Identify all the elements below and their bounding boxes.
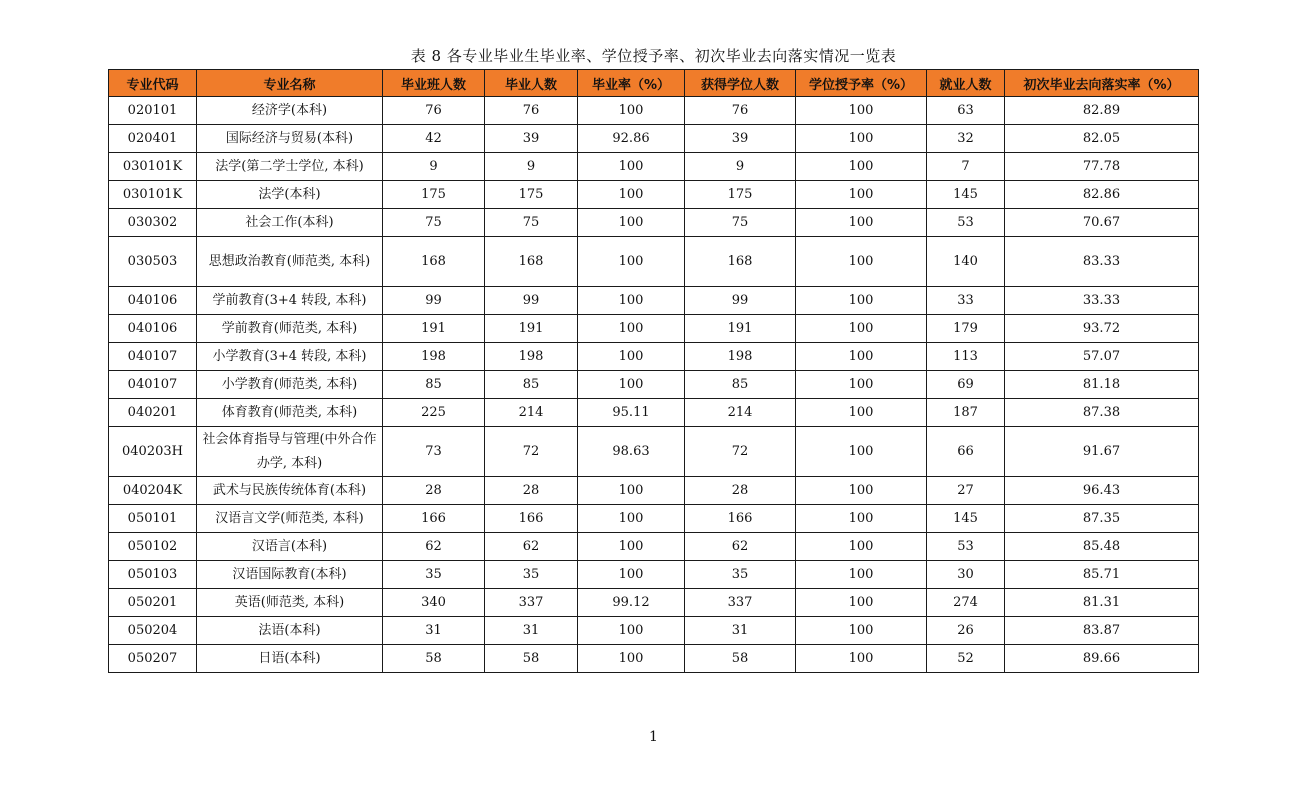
cell-class-size: 191 — [383, 315, 485, 343]
cell-degrees-awarded: 166 — [685, 505, 796, 533]
cell-placement-rate: 77.78 — [1005, 153, 1199, 181]
cell-class-size: 58 — [383, 645, 485, 673]
cell-employed: 26 — [927, 617, 1005, 645]
cell-major-name: 思想政治教育(师范类, 本科) — [197, 237, 383, 287]
cell-class-size: 42 — [383, 125, 485, 153]
cell-class-size: 76 — [383, 97, 485, 125]
cell-major-name: 学前教育(师范类, 本科) — [197, 315, 383, 343]
cell-graduation-rate: 100 — [578, 287, 685, 315]
cell-major-code: 040203H — [109, 427, 197, 477]
cell-graduation-rate: 100 — [578, 561, 685, 589]
cell-graduates: 85 — [485, 371, 578, 399]
cell-degrees-awarded: 214 — [685, 399, 796, 427]
cell-major-code: 050102 — [109, 533, 197, 561]
cell-degree-rate: 100 — [796, 371, 927, 399]
header-major-name: 专业名称 — [197, 70, 383, 97]
cell-employed: 30 — [927, 561, 1005, 589]
header-graduates: 毕业人数 — [485, 70, 578, 97]
cell-graduates: 99 — [485, 287, 578, 315]
cell-major-name: 社会体育指导与管理(中外合作办学, 本科) — [197, 427, 383, 477]
cell-graduates: 72 — [485, 427, 578, 477]
table-row — [109, 505, 1199, 533]
cell-class-size: 62 — [383, 533, 485, 561]
cell-employed: 179 — [927, 315, 1005, 343]
cell-placement-rate: 93.72 — [1005, 315, 1199, 343]
table-row — [109, 561, 1199, 589]
cell-degrees-awarded: 28 — [685, 477, 796, 505]
cell-employed: 69 — [927, 371, 1005, 399]
cell-class-size: 168 — [383, 237, 485, 287]
header-degree-rate: 学位授予率（%） — [796, 70, 927, 97]
cell-employed: 27 — [927, 477, 1005, 505]
cell-major-name: 小学教育(3+4 转段, 本科) — [197, 343, 383, 371]
cell-degree-rate: 100 — [796, 617, 927, 645]
cell-employed: 274 — [927, 589, 1005, 617]
table-row — [109, 315, 1199, 343]
cell-major-code: 030503 — [109, 237, 197, 287]
cell-major-code: 030101K — [109, 153, 197, 181]
cell-major-code: 040107 — [109, 343, 197, 371]
cell-major-code: 050207 — [109, 645, 197, 673]
cell-graduates: 76 — [485, 97, 578, 125]
cell-graduation-rate: 100 — [578, 237, 685, 287]
cell-graduation-rate: 100 — [578, 645, 685, 673]
cell-graduates: 337 — [485, 589, 578, 617]
cell-graduation-rate: 95.11 — [578, 399, 685, 427]
cell-degrees-awarded: 39 — [685, 125, 796, 153]
cell-major-name: 小学教育(师范类, 本科) — [197, 371, 383, 399]
cell-degree-rate: 100 — [796, 209, 927, 237]
cell-degree-rate: 100 — [796, 427, 927, 477]
cell-major-name: 法学(本科) — [197, 181, 383, 209]
cell-placement-rate: 82.05 — [1005, 125, 1199, 153]
cell-degree-rate: 100 — [796, 153, 927, 181]
cell-placement-rate: 57.07 — [1005, 343, 1199, 371]
cell-employed: 145 — [927, 505, 1005, 533]
table-body — [109, 97, 1199, 673]
cell-degrees-awarded: 99 — [685, 287, 796, 315]
cell-graduation-rate: 100 — [578, 533, 685, 561]
cell-major-name: 国际经济与贸易(本科) — [197, 125, 383, 153]
table-row — [109, 371, 1199, 399]
cell-degrees-awarded: 175 — [685, 181, 796, 209]
table-row — [109, 125, 1199, 153]
cell-placement-rate: 82.86 — [1005, 181, 1199, 209]
cell-graduates: 62 — [485, 533, 578, 561]
cell-degrees-awarded: 35 — [685, 561, 796, 589]
cell-employed: 113 — [927, 343, 1005, 371]
header-major-code: 专业代码 — [109, 70, 197, 97]
cell-degree-rate: 100 — [796, 315, 927, 343]
cell-placement-rate: 81.18 — [1005, 371, 1199, 399]
cell-class-size: 175 — [383, 181, 485, 209]
cell-placement-rate: 33.33 — [1005, 287, 1199, 315]
cell-degree-rate: 100 — [796, 343, 927, 371]
cell-major-name: 汉语国际教育(本科) — [197, 561, 383, 589]
cell-class-size: 73 — [383, 427, 485, 477]
cell-graduates: 9 — [485, 153, 578, 181]
cell-graduates: 58 — [485, 645, 578, 673]
cell-graduates: 39 — [485, 125, 578, 153]
table-row — [109, 209, 1199, 237]
cell-major-name: 经济学(本科) — [197, 97, 383, 125]
cell-employed: 7 — [927, 153, 1005, 181]
table-row — [109, 343, 1199, 371]
cell-degrees-awarded: 85 — [685, 371, 796, 399]
cell-graduation-rate: 100 — [578, 617, 685, 645]
cell-graduates: 168 — [485, 237, 578, 287]
cell-placement-rate: 87.38 — [1005, 399, 1199, 427]
cell-placement-rate: 96.43 — [1005, 477, 1199, 505]
cell-degrees-awarded: 31 — [685, 617, 796, 645]
cell-major-code: 030302 — [109, 209, 197, 237]
cell-major-name: 体育教育(师范类, 本科) — [197, 399, 383, 427]
table-header-row — [109, 70, 1199, 97]
cell-major-code: 020401 — [109, 125, 197, 153]
cell-major-name: 汉语言(本科) — [197, 533, 383, 561]
cell-degrees-awarded: 168 — [685, 237, 796, 287]
header-degrees-awarded: 获得学位人数 — [685, 70, 796, 97]
table-row — [109, 427, 1199, 477]
cell-major-name: 汉语言文学(师范类, 本科) — [197, 505, 383, 533]
cell-graduation-rate: 99.12 — [578, 589, 685, 617]
cell-graduates: 28 — [485, 477, 578, 505]
cell-class-size: 340 — [383, 589, 485, 617]
cell-graduates: 214 — [485, 399, 578, 427]
cell-major-code: 050101 — [109, 505, 197, 533]
cell-degree-rate: 100 — [796, 287, 927, 315]
graduation-statistics-table — [108, 69, 1199, 673]
cell-class-size: 9 — [383, 153, 485, 181]
cell-major-code: 020101 — [109, 97, 197, 125]
cell-graduates: 75 — [485, 209, 578, 237]
cell-degree-rate: 100 — [796, 399, 927, 427]
cell-degree-rate: 100 — [796, 181, 927, 209]
cell-degree-rate: 100 — [796, 505, 927, 533]
cell-graduation-rate: 100 — [578, 505, 685, 533]
cell-placement-rate: 83.33 — [1005, 237, 1199, 287]
table-row — [109, 477, 1199, 505]
cell-graduation-rate: 100 — [578, 343, 685, 371]
table-row — [109, 617, 1199, 645]
cell-placement-rate: 85.71 — [1005, 561, 1199, 589]
cell-major-name: 法学(第二学士学位, 本科) — [197, 153, 383, 181]
table-caption: 表 8 各专业毕业生毕业率、学位授予率、初次毕业去向落实情况一览表 — [410, 47, 897, 65]
table-row — [109, 287, 1199, 315]
header-class-size: 毕业班人数 — [383, 70, 485, 97]
cell-major-code: 040107 — [109, 371, 197, 399]
cell-graduation-rate: 100 — [578, 181, 685, 209]
cell-major-code: 040204K — [109, 477, 197, 505]
cell-major-name: 学前教育(3+4 转段, 本科) — [197, 287, 383, 315]
cell-major-name: 日语(本科) — [197, 645, 383, 673]
cell-degrees-awarded: 75 — [685, 209, 796, 237]
cell-placement-rate: 87.35 — [1005, 505, 1199, 533]
page-number: 1 — [649, 729, 658, 745]
cell-degree-rate: 100 — [796, 477, 927, 505]
cell-employed: 63 — [927, 97, 1005, 125]
cell-major-name: 社会工作(本科) — [197, 209, 383, 237]
cell-class-size: 75 — [383, 209, 485, 237]
cell-placement-rate: 91.67 — [1005, 427, 1199, 477]
cell-major-code: 030101K — [109, 181, 197, 209]
cell-major-name: 武术与民族传统体育(本科) — [197, 477, 383, 505]
cell-graduates: 35 — [485, 561, 578, 589]
cell-placement-rate: 82.89 — [1005, 97, 1199, 125]
cell-class-size: 99 — [383, 287, 485, 315]
cell-degrees-awarded: 72 — [685, 427, 796, 477]
cell-major-name: 英语(师范类, 本科) — [197, 589, 383, 617]
header-placement-rate: 初次毕业去向落实率（%） — [1005, 70, 1199, 97]
cell-graduates: 175 — [485, 181, 578, 209]
cell-graduation-rate: 100 — [578, 477, 685, 505]
cell-degree-rate: 100 — [796, 97, 927, 125]
header-graduation-rate: 毕业率（%） — [578, 70, 685, 97]
cell-placement-rate: 70.67 — [1005, 209, 1199, 237]
cell-degrees-awarded: 9 — [685, 153, 796, 181]
cell-placement-rate: 85.48 — [1005, 533, 1199, 561]
cell-class-size: 198 — [383, 343, 485, 371]
table-row — [109, 589, 1199, 617]
cell-graduation-rate: 100 — [578, 97, 685, 125]
header-employed: 就业人数 — [927, 70, 1005, 97]
cell-degree-rate: 100 — [796, 589, 927, 617]
cell-class-size: 225 — [383, 399, 485, 427]
cell-employed: 53 — [927, 209, 1005, 237]
cell-degree-rate: 100 — [796, 125, 927, 153]
cell-placement-rate: 83.87 — [1005, 617, 1199, 645]
table-row — [109, 153, 1199, 181]
cell-graduation-rate: 100 — [578, 153, 685, 181]
cell-graduation-rate: 98.63 — [578, 427, 685, 477]
cell-graduates: 191 — [485, 315, 578, 343]
cell-employed: 66 — [927, 427, 1005, 477]
cell-employed: 52 — [927, 645, 1005, 673]
cell-class-size: 31 — [383, 617, 485, 645]
cell-degrees-awarded: 191 — [685, 315, 796, 343]
cell-graduation-rate: 92.86 — [578, 125, 685, 153]
cell-class-size: 28 — [383, 477, 485, 505]
cell-major-code: 040106 — [109, 287, 197, 315]
cell-degree-rate: 100 — [796, 561, 927, 589]
cell-graduates: 31 — [485, 617, 578, 645]
cell-class-size: 35 — [383, 561, 485, 589]
cell-graduates: 166 — [485, 505, 578, 533]
cell-graduation-rate: 100 — [578, 315, 685, 343]
cell-graduation-rate: 100 — [578, 209, 685, 237]
table-row — [109, 399, 1199, 427]
cell-employed: 53 — [927, 533, 1005, 561]
cell-graduates: 198 — [485, 343, 578, 371]
table-row — [109, 533, 1199, 561]
cell-graduation-rate: 100 — [578, 371, 685, 399]
cell-degrees-awarded: 58 — [685, 645, 796, 673]
cell-major-code: 040201 — [109, 399, 197, 427]
cell-major-code: 040106 — [109, 315, 197, 343]
cell-major-code: 050103 — [109, 561, 197, 589]
cell-degree-rate: 100 — [796, 533, 927, 561]
cell-employed: 33 — [927, 287, 1005, 315]
cell-major-code: 050204 — [109, 617, 197, 645]
cell-employed: 145 — [927, 181, 1005, 209]
cell-employed: 140 — [927, 237, 1005, 287]
table-row — [109, 97, 1199, 125]
cell-employed: 187 — [927, 399, 1005, 427]
cell-degrees-awarded: 76 — [685, 97, 796, 125]
cell-degrees-awarded: 337 — [685, 589, 796, 617]
cell-degree-rate: 100 — [796, 237, 927, 287]
cell-major-code: 050201 — [109, 589, 197, 617]
cell-employed: 32 — [927, 125, 1005, 153]
cell-class-size: 85 — [383, 371, 485, 399]
table-row — [109, 645, 1199, 673]
cell-degrees-awarded: 62 — [685, 533, 796, 561]
cell-major-name: 法语(本科) — [197, 617, 383, 645]
table-row — [109, 181, 1199, 209]
cell-class-size: 166 — [383, 505, 485, 533]
cell-degrees-awarded: 198 — [685, 343, 796, 371]
cell-placement-rate: 89.66 — [1005, 645, 1199, 673]
cell-placement-rate: 81.31 — [1005, 589, 1199, 617]
cell-degree-rate: 100 — [796, 645, 927, 673]
table-row — [109, 237, 1199, 287]
